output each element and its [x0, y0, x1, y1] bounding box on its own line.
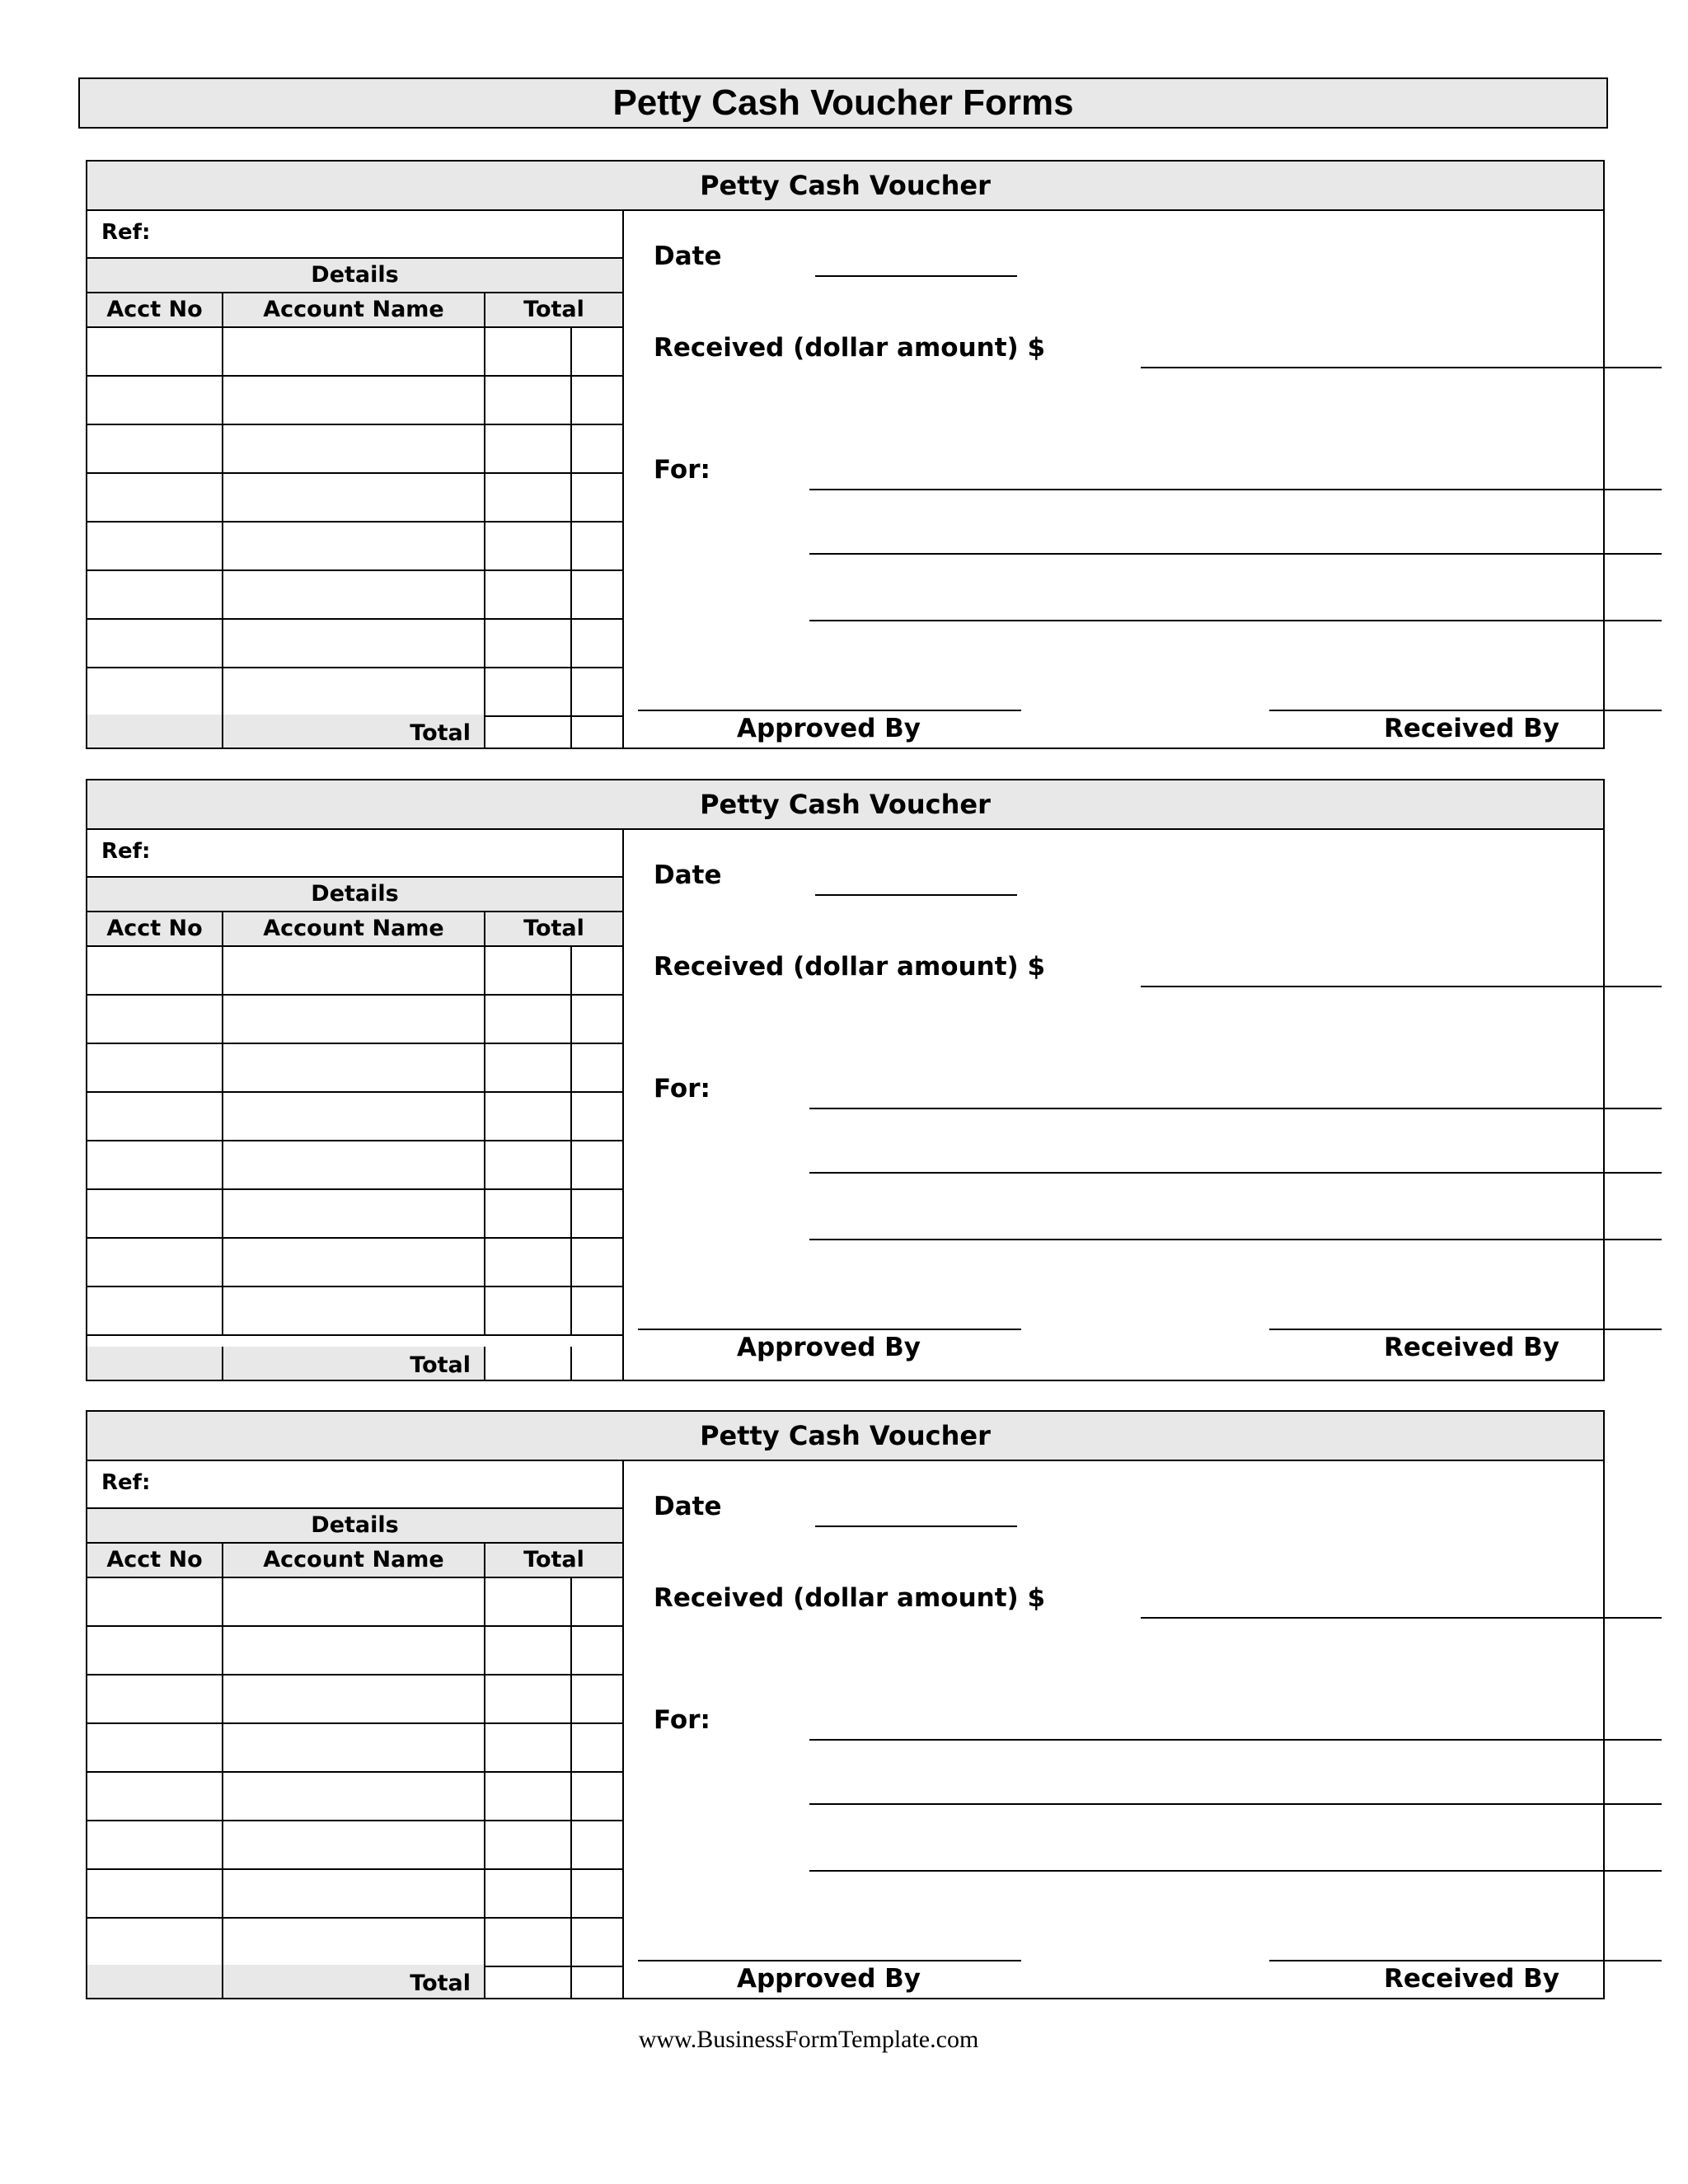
table-row — [87, 1287, 622, 1336]
received-amount-label: Received (dollar amount) $ — [654, 333, 1046, 363]
account-name-cell[interactable] — [223, 425, 485, 472]
table-row — [87, 1190, 622, 1239]
for-line-2[interactable] — [809, 553, 1662, 555]
total-cents-cell[interactable] — [572, 1287, 622, 1334]
received-by-line[interactable] — [1269, 1329, 1662, 1330]
total-cents-cell[interactable] — [572, 523, 622, 569]
received-by-line[interactable] — [1269, 710, 1662, 711]
total-dollars-cell[interactable] — [485, 715, 572, 748]
total-cents-cell[interactable] — [572, 947, 622, 994]
received-by-line[interactable] — [1269, 1960, 1662, 1961]
column-header-account-name: Account Name — [223, 912, 485, 947]
total-cents-cell[interactable] — [572, 715, 622, 748]
account-name-cell[interactable] — [223, 1141, 485, 1188]
date-line[interactable] — [815, 894, 1017, 896]
account-name-cell[interactable] — [223, 571, 485, 618]
account-name-cell[interactable] — [223, 377, 485, 424]
ref-label: Ref: — [101, 1470, 151, 1495]
for-line-1[interactable] — [809, 1739, 1662, 1741]
ref-field[interactable] — [87, 1461, 622, 1509]
voucher-header: Petty Cash Voucher — [87, 780, 1603, 830]
account-name-cell[interactable] — [223, 328, 485, 375]
details-header: Details — [87, 259, 622, 293]
total-cents-cell[interactable] — [572, 425, 622, 472]
account-name-cell[interactable] — [223, 1190, 485, 1237]
account-name-cell[interactable] — [223, 996, 485, 1043]
table-row — [87, 474, 622, 523]
column-header-total: Total — [485, 912, 622, 947]
account-name-cell[interactable] — [223, 668, 485, 715]
received-amount-line[interactable] — [1141, 986, 1662, 987]
for-label: For: — [654, 455, 710, 485]
ref-field[interactable] — [87, 830, 622, 878]
total-dollars-cell[interactable] — [485, 1347, 572, 1380]
for-label: For: — [654, 1705, 710, 1735]
ref-label: Ref: — [101, 839, 151, 864]
total-cents-cell[interactable] — [572, 1773, 622, 1820]
account-name-cell[interactable] — [223, 1870, 485, 1917]
total-label-cell — [223, 715, 485, 748]
account-name-cell[interactable] — [223, 1724, 485, 1771]
for-line-3[interactable] — [809, 1239, 1662, 1240]
acct-no-cell[interactable] — [87, 1870, 223, 1917]
account-name-cell[interactable] — [223, 1675, 485, 1722]
for-line-3[interactable] — [809, 620, 1662, 621]
details-header: Details — [87, 1509, 622, 1544]
total-dollars-cell[interactable] — [485, 1724, 572, 1771]
acct-no-cell[interactable] — [87, 620, 223, 667]
date-line[interactable] — [815, 275, 1017, 277]
account-name-cell[interactable] — [223, 474, 485, 521]
date-label: Date — [654, 241, 722, 271]
total-cents-cell[interactable] — [572, 1627, 622, 1674]
total-cents-cell[interactable] — [572, 620, 622, 667]
total-cents-cell[interactable] — [572, 1675, 622, 1722]
received-by-label: Received By — [1384, 1333, 1559, 1362]
total-dollars-cell[interactable] — [485, 474, 572, 521]
table-row — [87, 1044, 622, 1093]
acct-no-cell[interactable] — [87, 425, 223, 472]
total-cents-cell[interactable] — [572, 1870, 622, 1917]
table-row — [87, 1239, 622, 1287]
table-row — [87, 1093, 622, 1141]
total-dollars-cell[interactable] — [485, 377, 572, 424]
acct-no-cell[interactable] — [87, 1773, 223, 1820]
table-row — [87, 1578, 622, 1627]
acct-no-cell[interactable] — [87, 947, 223, 994]
total-cents-cell[interactable] — [572, 1347, 622, 1380]
account-name-cell[interactable] — [223, 1773, 485, 1820]
table-row — [87, 425, 622, 474]
acct-no-cell[interactable] — [87, 1141, 223, 1188]
table-row — [87, 377, 622, 425]
acct-no-cell[interactable] — [87, 996, 223, 1043]
total-cents-cell[interactable] — [572, 1919, 622, 1966]
account-name-cell[interactable] — [223, 620, 485, 667]
approved-by-label: Approved By — [737, 1964, 921, 1994]
total-label: Total — [410, 720, 471, 746]
for-line-1[interactable] — [809, 1108, 1662, 1109]
details-header: Details — [87, 878, 622, 912]
total-dollars-cell[interactable] — [485, 947, 572, 994]
acct-no-cell[interactable] — [87, 668, 223, 715]
account-grid — [87, 947, 622, 1380]
total-cents-cell[interactable] — [572, 1724, 622, 1771]
account-details-panel — [87, 211, 624, 748]
table-row — [87, 996, 622, 1044]
total-cents-cell[interactable] — [572, 1141, 622, 1188]
for-line-2[interactable] — [809, 1803, 1662, 1805]
total-cents-cell[interactable] — [572, 377, 622, 424]
acct-no-cell[interactable] — [87, 523, 223, 569]
total-dollars-cell[interactable] — [485, 1578, 572, 1625]
account-name-cell[interactable] — [223, 1093, 485, 1140]
total-dollars-cell[interactable] — [485, 328, 572, 375]
acct-no-cell[interactable] — [87, 474, 223, 521]
for-line-2[interactable] — [809, 1172, 1662, 1174]
account-name-cell[interactable] — [223, 1919, 485, 1966]
table-row — [87, 947, 622, 996]
column-header-acct-no: Acct No — [87, 293, 223, 328]
account-name-cell[interactable] — [223, 1239, 485, 1286]
total-cents-cell[interactable] — [572, 1578, 622, 1625]
voucher-form-panel — [624, 211, 1603, 748]
table-row — [87, 1821, 622, 1870]
page-title: Petty Cash Voucher Forms — [78, 77, 1608, 129]
for-line-3[interactable] — [809, 1870, 1662, 1872]
ref-field[interactable] — [87, 211, 622, 259]
received-amount-label: Received (dollar amount) $ — [654, 1583, 1046, 1613]
acct-no-cell[interactable] — [87, 1675, 223, 1722]
total-cents-cell[interactable] — [572, 1239, 622, 1286]
acct-no-cell[interactable] — [87, 377, 223, 424]
table-row — [87, 1773, 622, 1821]
account-name-cell[interactable] — [223, 1627, 485, 1674]
table-row — [87, 668, 622, 717]
table-row — [87, 328, 622, 377]
account-name-cell[interactable] — [223, 1821, 485, 1868]
voucher-1 — [86, 160, 1605, 749]
table-row — [87, 1627, 622, 1675]
date-label: Date — [654, 1492, 722, 1521]
received-by-label: Received By — [1384, 714, 1559, 743]
received-amount-label: Received (dollar amount) $ — [654, 952, 1046, 982]
total-dollars-cell[interactable] — [485, 1044, 572, 1091]
total-label-cell — [223, 1347, 485, 1380]
account-name-cell[interactable] — [223, 1287, 485, 1334]
approved-by-label: Approved By — [737, 714, 921, 743]
total-dollars-cell[interactable] — [485, 1965, 572, 1998]
voucher-3 — [86, 1410, 1605, 1999]
table-row — [87, 1870, 622, 1919]
total-row — [87, 1965, 622, 1998]
total-dollars-cell[interactable] — [485, 1919, 572, 1966]
total-cents-cell[interactable] — [572, 1965, 622, 1998]
approved-by-line[interactable] — [638, 710, 1021, 711]
acct-no-cell[interactable] — [87, 1919, 223, 1966]
acct-no-cell[interactable] — [87, 1578, 223, 1625]
account-grid — [87, 1578, 622, 1998]
date-label: Date — [654, 860, 722, 890]
column-header-acct-no: Acct No — [87, 1544, 223, 1578]
total-dollars-cell[interactable] — [485, 1870, 572, 1917]
table-row — [87, 523, 622, 571]
total-dollars-cell[interactable] — [485, 1141, 572, 1188]
total-cents-cell[interactable] — [572, 1190, 622, 1237]
table-row — [87, 1675, 622, 1724]
total-cents-cell[interactable] — [572, 1821, 622, 1868]
total-cents-cell[interactable] — [572, 328, 622, 375]
approved-by-label: Approved By — [737, 1333, 921, 1362]
total-dollars-cell[interactable] — [485, 996, 572, 1043]
total-dollars-cell[interactable] — [485, 1239, 572, 1286]
acct-no-cell[interactable] — [87, 1724, 223, 1771]
approved-by-line[interactable] — [638, 1329, 1021, 1330]
date-line[interactable] — [815, 1526, 1017, 1527]
acct-no-cell[interactable] — [87, 571, 223, 618]
total-cents-cell[interactable] — [572, 668, 622, 715]
table-row — [87, 1724, 622, 1773]
account-name-cell[interactable] — [223, 1578, 485, 1625]
table-row — [87, 571, 622, 620]
total-dollars-cell[interactable] — [485, 1821, 572, 1868]
acct-no-cell[interactable] — [87, 1821, 223, 1868]
total-dollars-cell[interactable] — [485, 425, 572, 472]
total-dollars-cell[interactable] — [485, 1675, 572, 1722]
footer-url: www.BusinessFormTemplate.com — [638, 2026, 979, 2053]
total-dollars-cell[interactable] — [485, 571, 572, 618]
account-grid — [87, 328, 622, 748]
column-header-total: Total — [485, 293, 622, 328]
total-dollars-cell[interactable] — [485, 668, 572, 715]
total-label: Total — [410, 1352, 471, 1378]
received-amount-line[interactable] — [1141, 1617, 1662, 1619]
column-header-acct-no: Acct No — [87, 912, 223, 947]
total-row — [87, 1347, 622, 1380]
account-details-panel — [87, 830, 624, 1380]
ref-label: Ref: — [101, 220, 151, 245]
total-cents-cell[interactable] — [572, 996, 622, 1043]
received-by-label: Received By — [1384, 1964, 1559, 1994]
voucher-form-panel — [624, 1461, 1603, 1998]
total-dollars-cell[interactable] — [485, 1190, 572, 1237]
acct-no-cell[interactable] — [87, 1239, 223, 1286]
approved-by-line[interactable] — [638, 1960, 1021, 1961]
table-row — [87, 1919, 622, 1967]
acct-no-cell[interactable] — [87, 1044, 223, 1091]
total-row — [87, 715, 622, 748]
total-dollars-cell[interactable] — [485, 1627, 572, 1674]
total-cents-cell[interactable] — [572, 571, 622, 618]
voucher-header: Petty Cash Voucher — [87, 162, 1603, 211]
total-dollars-cell[interactable] — [485, 1093, 572, 1140]
voucher-2 — [86, 779, 1605, 1381]
total-dollars-cell[interactable] — [485, 523, 572, 569]
total-cents-cell[interactable] — [572, 1044, 622, 1091]
total-row-blank-cell — [87, 1965, 223, 1998]
received-amount-line[interactable] — [1141, 367, 1662, 368]
total-cents-cell[interactable] — [572, 1093, 622, 1140]
total-cents-cell[interactable] — [572, 474, 622, 521]
account-name-cell[interactable] — [223, 523, 485, 569]
account-name-cell[interactable] — [223, 1044, 485, 1091]
table-row — [87, 620, 622, 668]
voucher-form-panel — [624, 830, 1603, 1380]
total-label-cell — [223, 1965, 485, 1998]
acct-no-cell[interactable] — [87, 1093, 223, 1140]
total-dollars-cell[interactable] — [485, 620, 572, 667]
total-dollars-cell[interactable] — [485, 1773, 572, 1820]
total-row-blank-cell — [87, 715, 223, 748]
total-label: Total — [410, 1971, 471, 1996]
acct-no-cell[interactable] — [87, 1190, 223, 1237]
column-header-total: Total — [485, 1544, 622, 1578]
total-row-blank-cell — [87, 1347, 223, 1380]
account-details-panel — [87, 1461, 624, 1998]
acct-no-cell[interactable] — [87, 1627, 223, 1674]
account-name-cell[interactable] — [223, 947, 485, 994]
column-header-account-name: Account Name — [223, 293, 485, 328]
voucher-header: Petty Cash Voucher — [87, 1412, 1603, 1461]
total-dollars-cell[interactable] — [485, 1287, 572, 1334]
for-label: For: — [654, 1074, 710, 1104]
acct-no-cell[interactable] — [87, 1287, 223, 1334]
table-row — [87, 1141, 622, 1190]
acct-no-cell[interactable] — [87, 328, 223, 375]
column-header-account-name: Account Name — [223, 1544, 485, 1578]
for-line-1[interactable] — [809, 489, 1662, 490]
